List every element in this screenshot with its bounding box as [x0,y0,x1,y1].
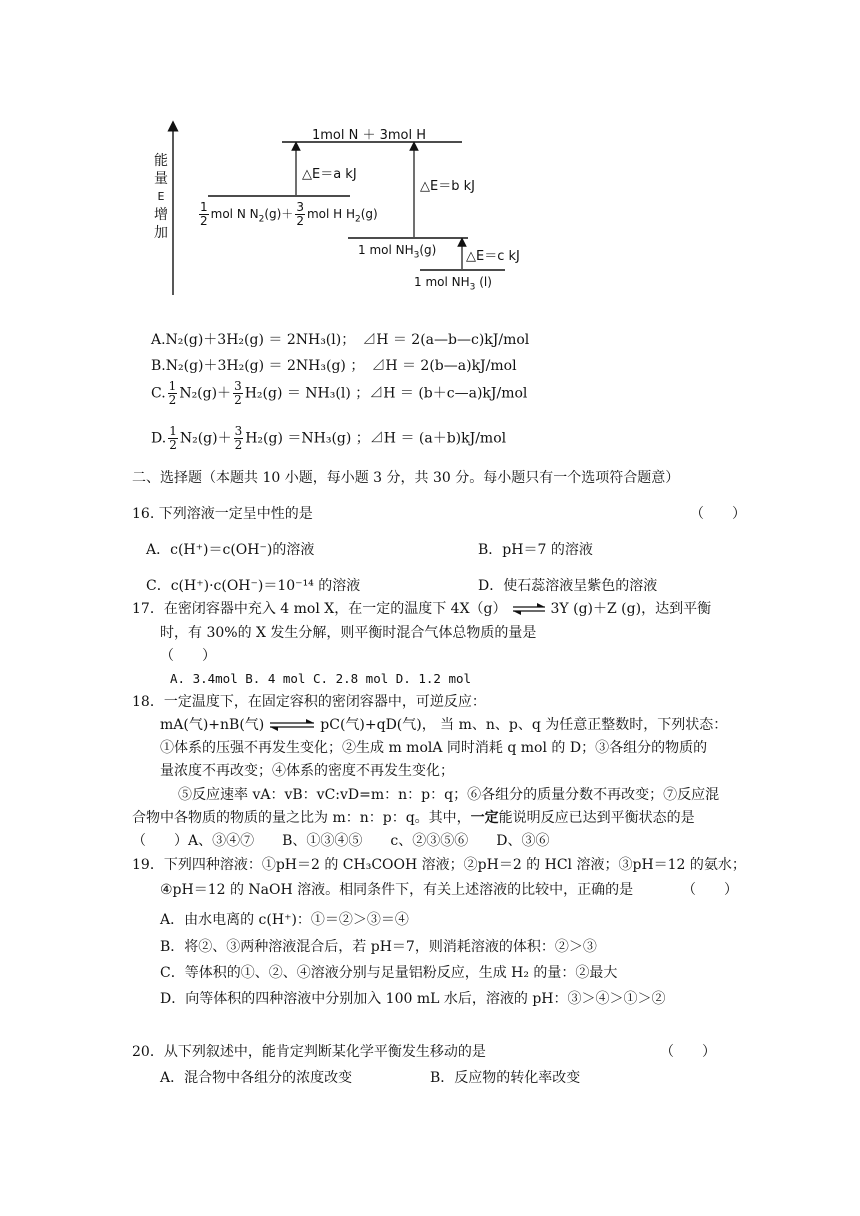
energy-axis-label [152,152,170,242]
q19-bracket: （ ） [682,882,738,898]
q16-option-b: B．pH＝7 的溶液 [478,542,593,558]
q19-option-c: C．等体积的①、②、④溶液分别与足量铝粉反应，生成 H₂ 的量：②最大 [160,965,618,981]
label-reactants: $\frac{1}{2}$ mol N $N_2(g)+$ $\frac{3}{2}$ mol H $H_2(g)$ [200,200,378,228]
fraction-half: $\frac{1}{2}$ [200,200,208,228]
q19-line-2: ④pH＝12 的 NaOH 溶液。相同条件下，有关上述溶液的比较中，正确的是 [160,882,634,898]
axis-char: 加 [154,225,168,241]
q16-stem: 16. 下列溶液一定呈中性的是 [132,506,313,522]
q20-option-b: B．反应物的转化率改变 [430,1070,581,1086]
q15-option-d: D. $\frac{1}{2}$ N₂(g)＋ $\frac{3}{2}$ H₂(g) ＝NH₃(g) ；⊿H ＝ (a＋b)kJ/mol [151,424,507,452]
label-nh3-liquid: 1 mol $NH_3$ (l) [414,275,492,293]
equilibrium-arrow-icon [268,719,316,731]
q18-line-7: （ ）A、③④⑦ B、①③④⑤ c、②③⑤⑥ D、③⑥ [132,833,550,849]
q18-line-1: 18．一定温度下，在固定容积的密闭容器中，可逆反应： [132,694,486,710]
q20-stem: 20．从下列叙述中，能肯定判断某化学平衡发生移动的是 [132,1044,486,1060]
q16-bracket: （ ） [690,506,746,522]
q18-line-2: mA(气)+nB(气) pC(气)+qD(气)， 当 m、n、p、q 为任意正整数时，下列状态： [160,717,728,733]
q17-options: A. 3.4mol B. 4 mol C. 2.8 mol D. 1.2 mol [170,671,472,686]
q18-line-6: 合物中各物质的物质的量之比为 m：n：p：q。其中，一定能说明反应已达到平衡状态的是 [132,810,695,826]
q15-option-b: B.N₂(g)＋3H₂(g) ＝ 2NH₃(g) ； ⊿H ＝ 2(b—a)kJ/mol [151,358,517,374]
q17-bracket: （ ） [160,648,216,664]
q17-line-2: 时，有 30%的 X 发生分解，则平衡时混合气体总物质的量是 [160,625,537,641]
q19-line-1: 19．下列四种溶液：①pH＝2 的 CH₃COOH 溶液；②pH＝2 的 HCl 溶液；③pH＝12 的氨水； [132,857,746,873]
q20-option-a: A．混合物中各组分的浓度改变 [160,1070,353,1086]
section-heading: 二、选择题（本题共 10 小题，每小题 3 分，共 30 分。每小题只有一个选项符合题意） [132,470,680,486]
q18-line-5: ⑤反应速率 vA：vB：vC:vD=m：n：p：q；⑥各组分的质量分数不再改变；⑦反应混 [178,787,720,803]
axis-char: 增 [154,207,168,223]
q15-option-a: A.N₂(g)＋3H₂(g) ＝ 2NH₃(l)； ⊿H ＝ 2(a—b—c)kJ/mol [151,332,530,348]
axis-char: 量 [154,171,168,187]
label-nh3-gas: 1 mol $NH_3(g)$ [358,243,437,261]
q19-option-a: A．由水电离的 c(H⁺)：①＝②＞③＝④ [160,912,409,928]
q15-option-c: C. $\frac{1}{2}$ N₂(g)＋ $\frac{3}{2}$ H₂(g) ＝ NH₃(l) ；⊿H ＝ (b＋c—a)kJ/mol [151,379,528,407]
q16-option-a: A．c(H⁺)＝c(OH⁻)的溶液 [146,542,315,558]
axis-char: 能 [154,153,168,169]
q20-bracket: （ ） [660,1044,716,1060]
q16-option-c: C．c(H⁺)·c(OH⁻)＝10⁻¹⁴ 的溶液 [146,578,361,594]
q16-option-d: D．使石蕊溶液呈紫色的溶液 [478,578,658,594]
equilibrium-arrow-icon [511,603,547,615]
fraction-three-halves: $\frac{3}{2}$ [296,200,304,228]
label-atoms: 1mol N ＋ 3mol H [312,128,427,143]
label-dE-a: △E＝a kJ [302,167,357,182]
q19-option-d: D．向等体积的四种溶液中分别加入 100 mL 水后，溶液的 pH：③＞④＞①＞② [160,991,666,1007]
label-dE-b: △E＝b kJ [420,179,475,194]
q19-option-b: B．将②、③两种溶液混合后，若 pH＝7，则消耗溶液的体积：②＞③ [160,939,597,955]
q18-line-3: ①体系的压强不再发生变化；②生成 m molA 同时消耗 q mol 的 D；③各组分的物质的 [160,740,708,756]
q17-line-1: 17．在密闭容器中充入 4 mol X，在一定的温度下 4X（g） 3Y (g)＋Z (g)，达到平衡 [132,601,712,617]
q18-line-4: 量浓度不再改变；④体系的密度不再发生变化； [160,763,454,779]
label-dE-c: △E＝c kJ [466,249,520,264]
axis-char: E [157,190,165,203]
